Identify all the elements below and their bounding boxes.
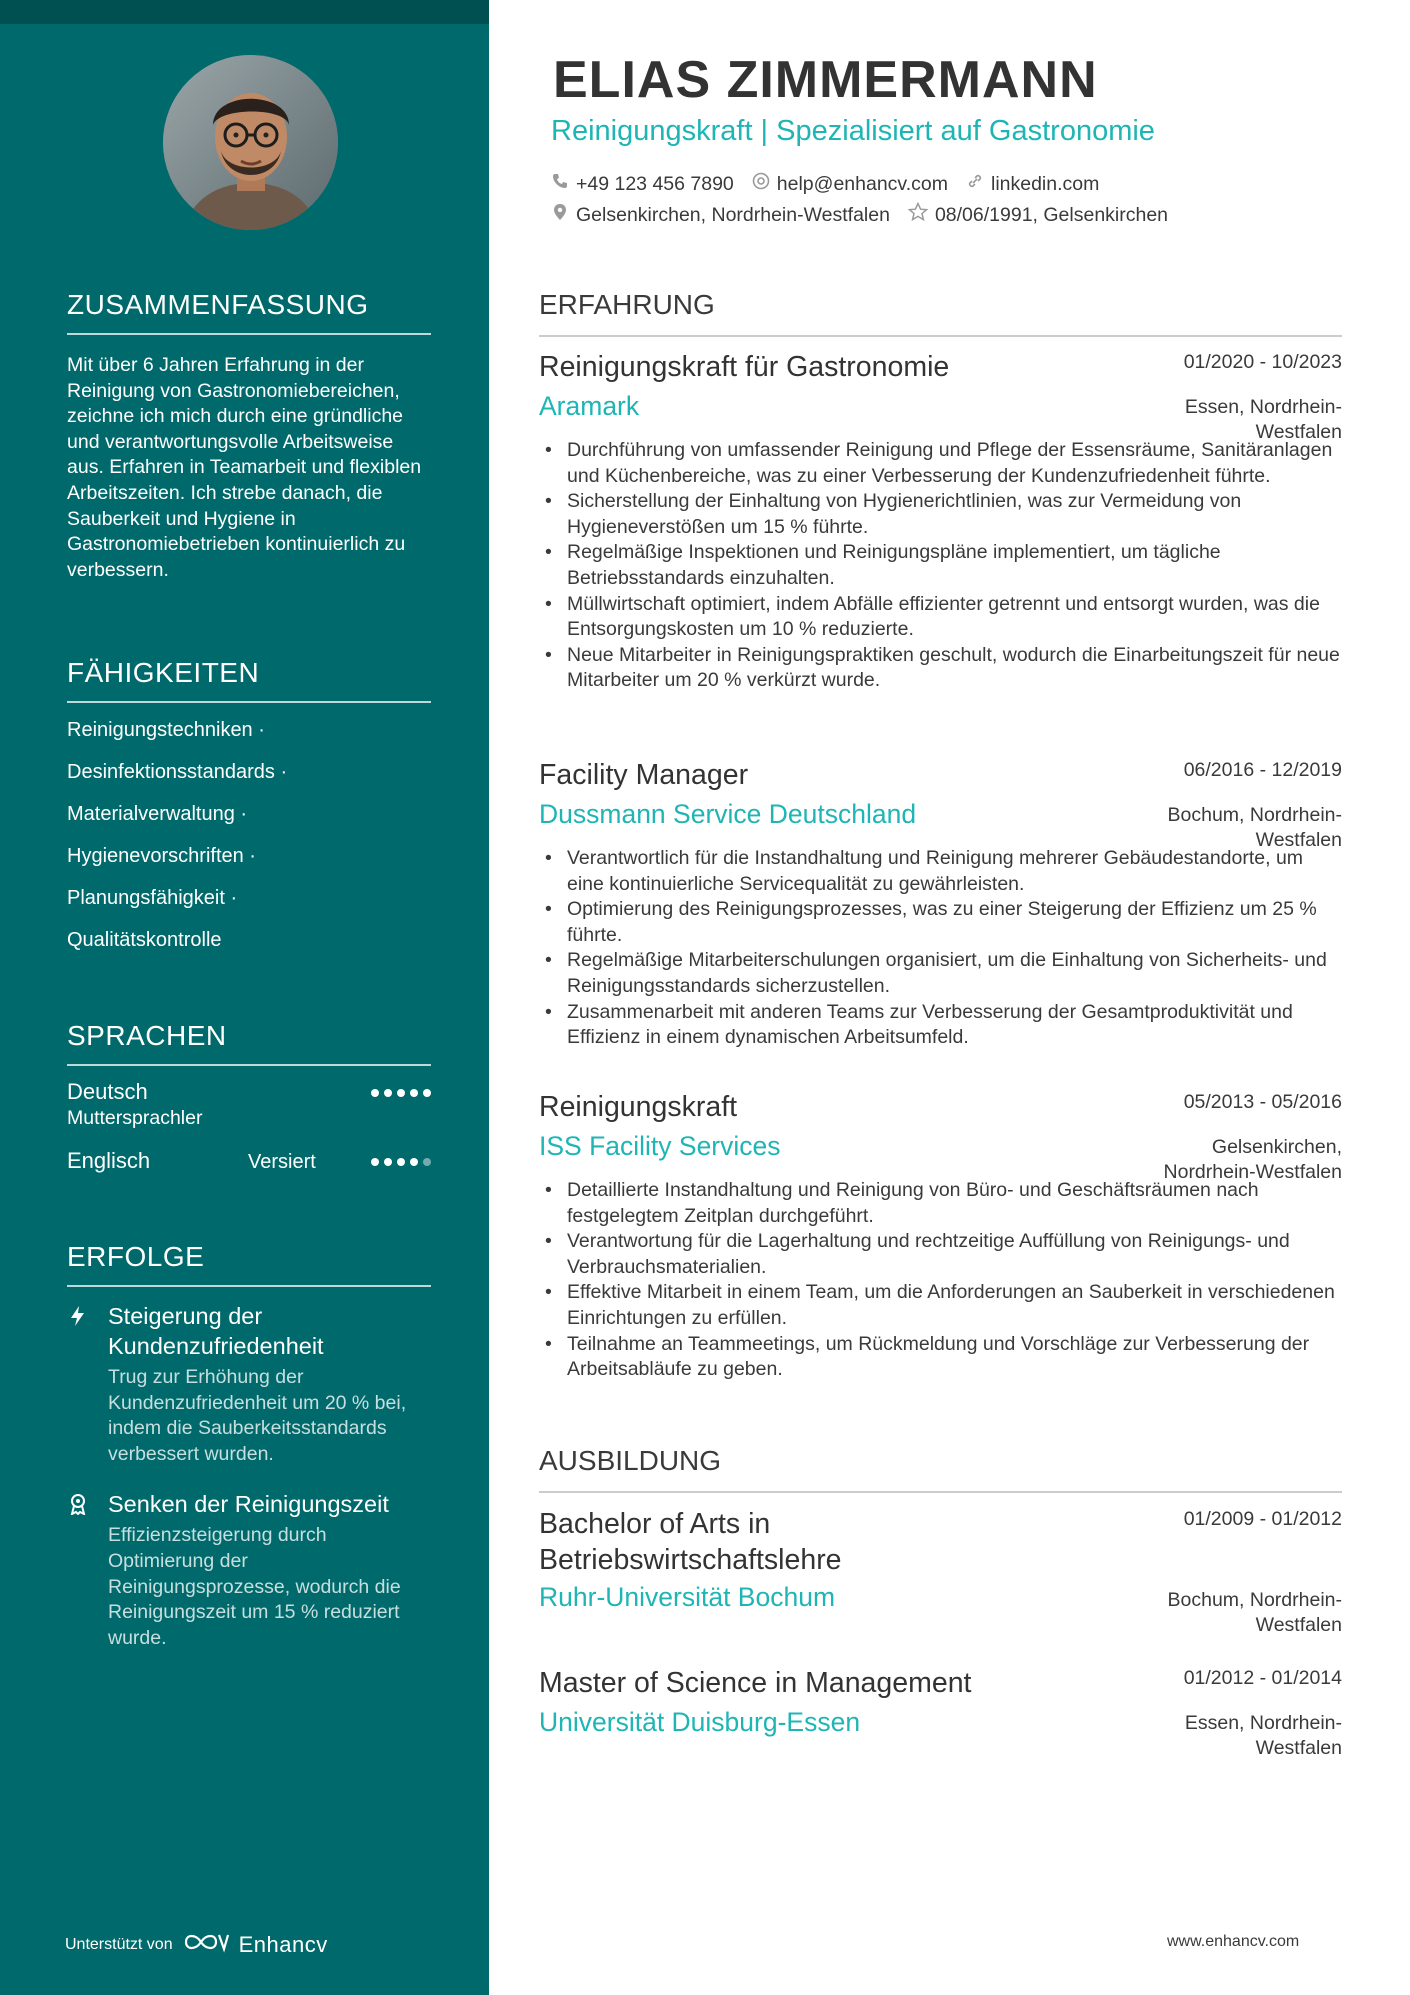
job-bullet: • Teilnahme an Teammeetings, um Rückmeldung und Vorschläge zur Verbesserung der Arbeitsabläufe zu geben.: [539, 1332, 1342, 1383]
degree-title: Bachelor of Arts in Betriebswirtschaftslehre: [539, 1508, 842, 1576]
job-entry: [539, 757, 1342, 1051]
location-pin-icon: [551, 203, 576, 227]
achievements-title: ERFOLGE: [67, 1241, 431, 1287]
job-bullet: • Neue Mitarbeiter in Reinigungspraktiken geschult, wodurch die Einarbeitungszeit für neue Mitarbeiter um 20 % verkürzt wurde.: [539, 643, 1342, 694]
summary-title: ZUSAMMENFASSUNG: [67, 289, 431, 335]
education-location: Essen, Nordrhein-Westfalen: [1184, 1712, 1342, 1759]
award-ribbon-icon: [67, 1493, 89, 1515]
education-location: Bochum, Nordrhein-Westfalen: [1167, 1589, 1342, 1636]
skills-title: FÄHIGKEITEN: [67, 657, 431, 703]
skill-item: Planungsfähigkeit ·: [67, 887, 238, 909]
rating-dot-filled: [410, 1089, 418, 1097]
contact-row: [551, 202, 1186, 228]
skill-item: Materialverwaltung ·: [67, 803, 248, 825]
contact-email[interactable]: [752, 172, 948, 196]
sidebar: [0, 0, 489, 1995]
language-row: [67, 1148, 431, 1210]
powered-label: Unterstützt von: [65, 1935, 173, 1953]
education-title: AUSBILDUNG: [539, 1445, 1342, 1493]
job-company: Aramark: [539, 391, 640, 421]
phone-text: +49 123 456 7890: [576, 172, 734, 195]
languages-section: [67, 1020, 431, 1210]
summary-text: Mit über 6 Jahren Erfahrung in der Reinigung von Gastronomiebereichen, zeichne ich mich durch eine gründliche und verantwortungsvolle Arbeitsweise aus. Erfahren in Teamarbeit und flexiblen Arbeitszeiten. Ich strebe danach, die Sauberkeit und Hygiene in Gastronomiebetrieben kontinuierlich zu verbessern.: [67, 354, 422, 581]
skill-item: Reinigungstechniken ·: [67, 719, 265, 741]
school-name: Universität Duisburg-Essen: [539, 1707, 861, 1737]
language-name: Englisch: [67, 1148, 151, 1173]
star-icon: [908, 202, 935, 228]
languages-title: SPRACHEN: [67, 1020, 431, 1066]
achievements-section: [67, 1241, 431, 1651]
footer-url[interactable]: www.enhancv.com: [1167, 1933, 1300, 1950]
job-bullet: • Durchführung von umfassender Reinigung und Pflege der Essensräume, Sanitäranlagen und Küchenbereiche, was zu einer Verbesserung der Kundenzufriedenheit führte.: [539, 438, 1342, 489]
job-date: 01/2020 - 10/2023: [1183, 351, 1342, 373]
rating-dot-empty: [423, 1158, 431, 1166]
education-date: 01/2012 - 01/2014: [1183, 1667, 1342, 1689]
rating-dot-filled: [371, 1158, 379, 1166]
job-bullet: • Regelmäßige Inspektionen und Reinigungspläne implementiert, um tägliche Betriebsstandards einzuhalten.: [539, 540, 1342, 591]
phone-icon: [551, 172, 576, 196]
location-text: Gelsenkirchen, Nordrhein-Westfalen: [576, 203, 890, 226]
avatar: [163, 55, 338, 230]
language-rating: [371, 1089, 431, 1097]
job-bullets: [539, 846, 1342, 1051]
job-bullet: • Verantwortlich für die Instandhaltung und Reinigung mehrerer Gebäudestandorte, um eine kontinuierliche Servicequalität zu gewährleisten.: [539, 846, 1342, 897]
job-entry: [539, 349, 1342, 694]
job-company: ISS Facility Services: [539, 1131, 781, 1161]
achievement-item: [67, 1301, 431, 1467]
job-bullets: [539, 1178, 1342, 1383]
powered-by: [65, 1931, 328, 1958]
contact-linkedin[interactable]: [966, 172, 1099, 196]
school-name: Ruhr-Universität Bochum: [539, 1582, 836, 1612]
achievement-item: [67, 1489, 431, 1651]
job-location: Gelsenkirchen, Nordrhein-Westfalen: [1163, 1136, 1342, 1183]
education-date: 01/2009 - 01/2012: [1183, 1508, 1342, 1530]
at-icon: [752, 172, 777, 196]
rating-dot-filled: [371, 1089, 379, 1097]
skills-section: [67, 657, 431, 953]
job-bullet: • Optimierung des Reinigungsprozesses, was zu einer Steigerung der Effizienz um 25 % führte.: [539, 897, 1342, 948]
job-bullet: • Zusammenarbeit mit anderen Teams zur Verbesserung der Gesamtproduktivität und Effizienz in einem dynamischen Arbeitsumfeld.: [539, 1000, 1342, 1051]
achievement-title: Senken der Reinigungszeit: [108, 1491, 389, 1518]
language-level: Versiert: [248, 1151, 316, 1173]
lightning-icon: [67, 1305, 89, 1327]
job-bullet: • Detaillierte Instandhaltung und Reinigung von Büro- und Geschäftsräumen nach festgelegtem Zeitplan durchgeführt.: [539, 1178, 1342, 1229]
enhancv-logo-icon: [183, 1931, 229, 1958]
candidate-name: ELIAS ZIMMERMANN: [553, 51, 1098, 109]
job-company: Dussmann Service Deutschland: [539, 799, 917, 829]
achievement-desc: Trug zur Erhöhung der Kundenzufriedenheit um 20 % bei, indem die Sauberkeitsstandards verbessert wurden.: [108, 1366, 407, 1465]
job-title: Reinigungskraft für Gastronomie: [539, 351, 950, 383]
powered-brand: Enhancv: [238, 1931, 328, 1957]
rating-dot-filled: [423, 1089, 431, 1097]
headline: Reinigungskraft | Spezialisiert auf Gastronomie: [551, 115, 1155, 147]
job-entry: [539, 1089, 1342, 1383]
birth-text: 08/06/1991, Gelsenkirchen: [934, 203, 1169, 226]
job-location: Bochum, Nordrhein-Westfalen: [1167, 804, 1342, 851]
job-date: 05/2013 - 05/2016: [1183, 1091, 1342, 1113]
linkedin-text: linkedin.com: [990, 172, 1100, 195]
job-bullet: • Verantwortung für die Lagerhaltung und rechtzeitige Auffüllung von Reinigungs- und Verbrauchsmaterialien.: [539, 1229, 1342, 1280]
job-bullet: • Effektive Mitarbeit in einem Team, um die Anforderungen an Sauberkeit in verschiedenen Einrichtungen zu erfüllen.: [539, 1280, 1342, 1331]
degree-title: Master of Science in Management: [539, 1667, 972, 1699]
contact-birth: [908, 202, 1168, 228]
language-level: Muttersprachler: [67, 1107, 203, 1129]
job-bullet: • Sicherstellung der Einhaltung von Hygienerichtlinien, was zur Vermeidung von Hygieneverstößen um 15 % führte.: [539, 489, 1342, 540]
skill-item: Desinfektionsstandards ·: [67, 761, 288, 783]
contact-row: [551, 172, 1117, 196]
language-rating: [371, 1158, 431, 1166]
job-title: Facility Manager: [539, 759, 749, 791]
job-bullets: [539, 438, 1342, 694]
summary-section: [67, 289, 431, 583]
skill-item: Qualitätskontrolle: [67, 929, 222, 951]
sidebar-top-bar: [0, 0, 489, 24]
experience-title: ERFAHRUNG: [539, 289, 1342, 337]
skill-item: Hygienevorschriften ·: [67, 845, 256, 867]
job-date: 06/2016 - 12/2019: [1183, 759, 1342, 781]
education-entry: [539, 1506, 1342, 1636]
link-icon: [966, 172, 991, 196]
achievement-desc: Effizienzsteigerung durch Optimierung der Reinigungsprozesse, wodurch die Reinigungszeit um 15 % reduziert wurde.: [108, 1524, 401, 1649]
job-location: Essen, Nordrhein-Westfalen: [1184, 396, 1342, 443]
contact-location: [551, 203, 890, 227]
rating-dot-filled: [397, 1089, 405, 1097]
language-name: Deutsch: [67, 1079, 148, 1104]
rating-dot-filled: [397, 1158, 405, 1166]
achievement-title: Steigerung der Kundenzufriedenheit: [108, 1303, 324, 1359]
job-title: Reinigungskraft: [539, 1091, 738, 1123]
rating-dot-filled: [384, 1089, 392, 1097]
rating-dot-filled: [410, 1158, 418, 1166]
education-entry: [539, 1665, 1342, 1759]
contact-phone: [551, 172, 734, 196]
rating-dot-filled: [384, 1158, 392, 1166]
job-bullet: • Müllwirtschaft optimiert, indem Abfälle effizienter getrennt und entsorgt wurden, was die Entsorgungskosten um 10 % reduzierte.: [539, 592, 1342, 643]
language-row: [67, 1079, 431, 1141]
job-bullet: • Regelmäßige Mitarbeiterschulungen organisiert, um die Einhaltung von Sicherheits- und Reinigungsstandards sicherzustellen.: [539, 948, 1342, 999]
email-text: help@enhancv.com: [776, 172, 948, 195]
